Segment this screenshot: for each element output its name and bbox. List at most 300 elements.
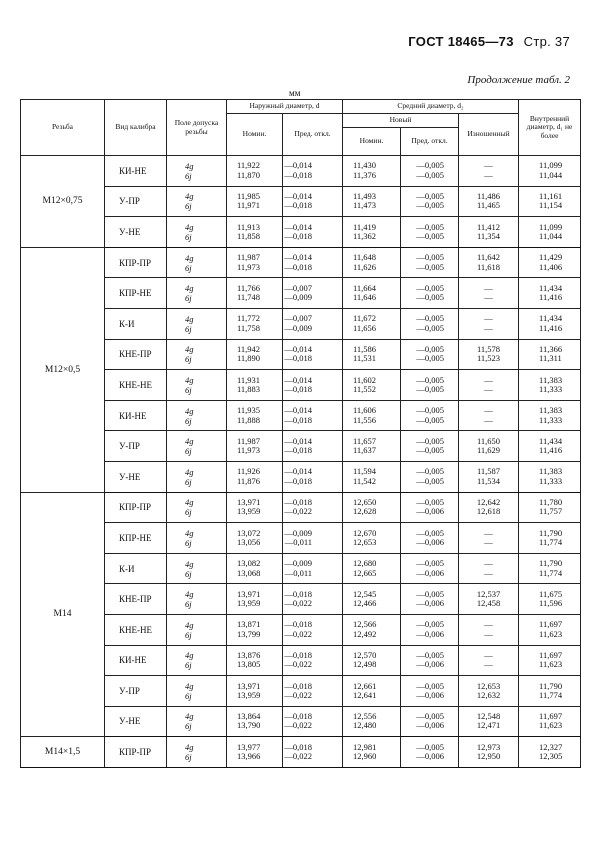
inner-diameter-max-value: 11,434: [539, 282, 563, 293]
outer-diameter-deviation-value: —0,018: [284, 383, 312, 394]
pitch-diameter-deviation-value: —0,005: [416, 221, 444, 232]
inner-diameter-max-value: 11,333: [539, 383, 563, 394]
table-row: [21, 614, 581, 645]
pitch-diameter-deviation-value: —0,006: [416, 659, 444, 670]
pitch-diameter-worn: [459, 645, 519, 676]
outer-diameter-nominal-value: 11,758: [237, 322, 261, 333]
table-body: [21, 156, 581, 768]
pitch-diameter-deviation-value: —0,005: [416, 191, 444, 202]
pitch-diameter-worn-value: —: [484, 536, 493, 547]
pitch-diameter-nominal: [343, 676, 401, 707]
outer-diameter-deviation: [283, 553, 343, 584]
outer-diameter-deviation-value: —0,014: [284, 374, 312, 385]
col-pitch-dev: Пред. откл.: [401, 128, 459, 156]
inner-diameter-max: [519, 400, 581, 431]
pitch-diameter-worn: [459, 737, 519, 768]
pitch-diameter-deviation-value: —0,005: [416, 527, 444, 538]
pitch-diameter-deviation-value: —0,005: [416, 405, 444, 416]
outer-diameter-deviation: [283, 584, 343, 615]
pitch-diameter-worn: [459, 400, 519, 431]
inner-diameter-max-value: 11,596: [539, 598, 563, 609]
table-row: [21, 523, 581, 554]
pitch-diameter-nominal: [343, 431, 401, 462]
pitch-diameter-deviation: [401, 706, 459, 737]
tolerance-field-value: 4g: [185, 191, 194, 202]
pitch-diameter-worn-value: —: [484, 558, 493, 569]
outer-diameter-deviation-value: —0,007: [284, 282, 312, 293]
pitch-diameter-worn-value: 12,618: [476, 506, 501, 517]
inner-diameter-max-value: 11,383: [539, 374, 563, 385]
thread-designation: M12×0,75: [21, 156, 105, 248]
table-row: [21, 339, 581, 370]
inner-diameter-max: [519, 706, 581, 737]
inner-diameter-max-value: 11,406: [539, 261, 563, 272]
outer-diameter-nominal: [227, 461, 283, 492]
gauge-type: У-ПР: [105, 431, 167, 462]
inner-diameter-max: [519, 431, 581, 462]
pitch-diameter-worn-value: 12,950: [476, 751, 501, 762]
table-row: [21, 492, 581, 523]
pitch-diameter-deviation-value: —0,005: [416, 383, 444, 394]
col-inner-diameter: Внутренний диаметр, d₁ не более: [519, 100, 581, 156]
pitch-diameter-worn-value: —: [484, 292, 493, 303]
pitch-diameter-worn-value: 12,537: [476, 588, 501, 599]
pitch-diameter-deviation: [401, 247, 459, 278]
table-row: [21, 370, 581, 401]
gauge-type: У-ПР: [105, 186, 167, 217]
outer-diameter-nominal-value: 11,942: [237, 344, 261, 355]
pitch-diameter-nominal-value: 11,594: [353, 466, 377, 477]
outer-diameter-nominal: [227, 614, 283, 645]
tolerance-field-value: 4g: [185, 650, 194, 661]
tolerance-field-value: 4g: [185, 313, 194, 324]
tolerance-field-value: 4g: [185, 742, 194, 753]
tolerance-field-value: 4g: [185, 527, 194, 538]
outer-diameter-nominal-value: 11,922: [237, 160, 261, 171]
pitch-diameter-worn-value: 12,548: [476, 711, 501, 722]
col-outer-dev: Пред. откл.: [283, 114, 343, 156]
pitch-diameter-nominal-value: 11,656: [353, 322, 377, 333]
pitch-diameter-nominal-value: 11,606: [353, 405, 377, 416]
pitch-diameter-worn-value: —: [484, 322, 493, 333]
inner-diameter-max-value: 12,305: [539, 751, 563, 762]
pitch-diameter-nominal-value: 12,661: [353, 680, 377, 691]
pitch-diameter-worn-value: 11,642: [476, 252, 501, 263]
outer-diameter-nominal-value: 11,883: [237, 383, 261, 394]
pitch-diameter-deviation-value: —0,005: [416, 475, 444, 486]
tolerance-field-value: 6j: [185, 660, 192, 671]
pitch-diameter-deviation-value: —0,005: [416, 445, 444, 456]
pitch-diameter-worn: [459, 308, 519, 339]
tolerance-field: [167, 676, 227, 707]
outer-diameter-nominal-value: 13,082: [237, 558, 261, 569]
tolerance-field-value: 4g: [185, 466, 194, 477]
pitch-diameter-nominal-value: 12,981: [353, 741, 377, 752]
outer-diameter-nominal-value: 11,987: [237, 252, 261, 263]
inner-diameter-max: [519, 308, 581, 339]
pitch-diameter-nominal-value: 11,493: [353, 191, 377, 202]
pitch-diameter-deviation: [401, 737, 459, 768]
gauge-type: У-НЕ: [105, 461, 167, 492]
outer-diameter-nominal-value: 13,876: [237, 649, 261, 660]
outer-diameter-nominal-value: 11,931: [237, 374, 261, 385]
pitch-diameter-deviation: [401, 676, 459, 707]
inner-diameter-max-value: 11,333: [539, 475, 563, 486]
pitch-diameter-nominal-value: 11,646: [353, 292, 377, 303]
pitch-diameter-worn-value: 11,534: [476, 475, 501, 486]
pitch-diameter-deviation-value: —0,006: [416, 536, 444, 547]
pitch-diameter-nominal: [343, 217, 401, 248]
tolerance-field: [167, 584, 227, 615]
tolerance-field-value: 6j: [185, 293, 192, 304]
inner-diameter-max-value: 11,790: [539, 558, 563, 569]
gauge-type: КПР-ПР: [105, 247, 167, 278]
pitch-diameter-nominal-value: 12,641: [353, 689, 377, 700]
inner-diameter-max-value: 11,774: [539, 536, 563, 547]
tolerance-field: [167, 400, 227, 431]
outer-diameter-nominal-value: 13,971: [237, 496, 261, 507]
table-row: [21, 553, 581, 584]
outer-diameter-nominal-value: 13,971: [237, 680, 261, 691]
pitch-diameter-worn-value: —: [484, 383, 493, 394]
tolerance-field-value: 6j: [185, 690, 192, 701]
outer-diameter-nominal-value: 11,888: [237, 414, 261, 425]
tolerance-field: [167, 737, 227, 768]
outer-diameter-deviation-value: —0,014: [284, 221, 312, 232]
pitch-diameter-deviation: [401, 339, 459, 370]
pitch-diameter-deviation-value: —0,006: [416, 689, 444, 700]
tolerance-field-value: 6j: [185, 599, 192, 610]
pitch-diameter-nominal-value: 12,556: [353, 711, 377, 722]
gauge-type: КИ-НЕ: [105, 400, 167, 431]
outer-diameter-deviation-value: —0,022: [284, 659, 312, 670]
outer-diameter-deviation-value: —0,018: [284, 353, 312, 364]
inner-diameter-max: [519, 156, 581, 187]
outer-diameter-nominal-value: 11,858: [237, 230, 261, 241]
outer-diameter-nominal: [227, 400, 283, 431]
pitch-diameter-worn-value: 11,412: [476, 221, 501, 232]
inner-diameter-max-value: 11,044: [539, 230, 563, 241]
outer-diameter-deviation-value: —0,018: [284, 414, 312, 425]
inner-diameter-max-value: 11,623: [539, 659, 563, 670]
gauge-type: КНЕ-ПР: [105, 584, 167, 615]
pitch-diameter-nominal-value: 11,419: [353, 221, 377, 232]
pitch-diameter-nominal-value: 12,680: [353, 558, 377, 569]
outer-diameter-deviation-value: —0,014: [284, 191, 312, 202]
outer-diameter-deviation: [283, 156, 343, 187]
pitch-diameter-worn-value: —: [484, 313, 493, 324]
pitch-diameter-nominal-value: 12,492: [353, 628, 377, 639]
outer-diameter-deviation: [283, 492, 343, 523]
outer-diameter-deviation: [283, 523, 343, 554]
pitch-diameter-deviation-value: —0,005: [416, 374, 444, 385]
table-row: [21, 247, 581, 278]
pitch-diameter-worn: [459, 706, 519, 737]
outer-diameter-nominal-value: 11,973: [237, 261, 261, 272]
tolerance-field-value: 4g: [185, 283, 194, 294]
outer-diameter-nominal-value: 11,935: [237, 405, 261, 416]
tolerance-field-value: 6j: [185, 231, 192, 242]
pitch-diameter-nominal: [343, 370, 401, 401]
outer-diameter-deviation-value: —0,018: [284, 711, 312, 722]
col-gauge-type: Вид калибра: [105, 100, 167, 156]
outer-diameter-deviation-value: —0,014: [284, 405, 312, 416]
pitch-diameter-deviation: [401, 645, 459, 676]
outer-diameter-nominal-value: 11,985: [237, 191, 261, 202]
pitch-diameter-worn-value: 11,587: [476, 466, 501, 477]
outer-diameter-nominal: [227, 645, 283, 676]
tolerance-field-value: 6j: [185, 384, 192, 395]
tolerance-field-value: 4g: [185, 589, 194, 600]
tolerance-field-value: 4g: [185, 405, 194, 416]
outer-diameter-nominal-value: 13,805: [237, 659, 261, 670]
outer-diameter-deviation: [283, 247, 343, 278]
outer-diameter-deviation-value: —0,018: [284, 200, 312, 211]
pitch-diameter-nominal-value: 11,664: [353, 282, 377, 293]
inner-diameter-max: [519, 370, 581, 401]
outer-diameter-nominal: [227, 156, 283, 187]
pitch-diameter-nominal: [343, 308, 401, 339]
tolerance-field-value: 4g: [185, 160, 194, 171]
tolerance-field: [167, 156, 227, 187]
pitch-diameter-nominal: [343, 461, 401, 492]
inner-diameter-max: [519, 186, 581, 217]
pitch-diameter-nominal-value: 11,648: [353, 252, 377, 263]
gauge-type: КПР-НЕ: [105, 523, 167, 554]
table-row: [21, 400, 581, 431]
pitch-diameter-deviation: [401, 492, 459, 523]
gauge-type: У-НЕ: [105, 706, 167, 737]
outer-diameter-nominal: [227, 584, 283, 615]
pitch-diameter-worn-value: 11,578: [476, 344, 501, 355]
outer-diameter-nominal-value: 11,766: [237, 282, 261, 293]
outer-diameter-nominal-value: 13,977: [237, 741, 261, 752]
outer-diameter-deviation: [283, 400, 343, 431]
outer-diameter-deviation-value: —0,018: [284, 649, 312, 660]
inner-diameter-max-value: 11,623: [539, 628, 563, 639]
outer-diameter-nominal-value: 13,871: [237, 619, 261, 630]
pitch-diameter-deviation-value: —0,006: [416, 598, 444, 609]
pitch-diameter-worn: [459, 553, 519, 584]
gauge-type: К-И: [105, 308, 167, 339]
pitch-diameter-worn: [459, 156, 519, 187]
tolerance-field-value: 6j: [185, 507, 192, 518]
pitch-diameter-nominal-value: 12,628: [353, 506, 377, 517]
inner-diameter-max: [519, 614, 581, 645]
tolerance-field: [167, 553, 227, 584]
pitch-diameter-deviation-value: —0,005: [416, 680, 444, 691]
outer-diameter-deviation: [283, 706, 343, 737]
tolerance-field-value: 6j: [185, 354, 192, 365]
inner-diameter-max: [519, 217, 581, 248]
outer-diameter-nominal-value: 11,748: [237, 292, 261, 303]
pitch-diameter-worn: [459, 584, 519, 615]
outer-diameter-deviation-value: —0,014: [284, 252, 312, 263]
pitch-diameter-deviation-value: —0,006: [416, 751, 444, 762]
tolerance-field-value: 4g: [185, 619, 194, 630]
tolerance-field-value: 6j: [185, 262, 192, 273]
pitch-diameter-deviation-value: —0,005: [416, 230, 444, 241]
pitch-diameter-deviation-value: —0,006: [416, 720, 444, 731]
outer-diameter-nominal-value: 11,772: [237, 313, 261, 324]
tolerance-field: [167, 492, 227, 523]
pitch-diameter-nominal-value: 11,672: [353, 313, 377, 324]
pitch-diameter-nominal-value: 11,552: [353, 383, 377, 394]
pitch-diameter-nominal-value: 11,657: [353, 435, 377, 446]
gauge-type: КПР-НЕ: [105, 278, 167, 309]
outer-diameter-deviation-value: —0,022: [284, 751, 312, 762]
gauge-type: КНЕ-ПР: [105, 339, 167, 370]
tolerance-field-value: 6j: [185, 629, 192, 640]
pitch-diameter-nominal: [343, 737, 401, 768]
inner-diameter-max: [519, 737, 581, 768]
table-row: [21, 645, 581, 676]
pitch-diameter-deviation-value: —0,005: [416, 252, 444, 263]
inner-diameter-max-value: 11,311: [539, 353, 562, 364]
pitch-diameter-nominal-value: 11,586: [353, 344, 377, 355]
outer-diameter-nominal-value: 11,876: [237, 475, 261, 486]
tolerance-field-value: 4g: [185, 436, 194, 447]
outer-diameter-nominal-value: 13,966: [237, 751, 261, 762]
inner-diameter-max-value: 11,099: [539, 160, 563, 171]
col-tolerance-field: Поле допуска резьбы: [167, 100, 227, 156]
pitch-diameter-nominal-value: 12,960: [353, 751, 377, 762]
pitch-diameter-worn-value: —: [484, 619, 493, 630]
pitch-diameter-nominal-value: 11,376: [353, 169, 377, 180]
gauge-type: КПР-ПР: [105, 492, 167, 523]
pitch-diameter-deviation-value: —0,005: [416, 313, 444, 324]
outer-diameter-nominal-value: 11,926: [237, 466, 261, 477]
outer-diameter-nominal: [227, 431, 283, 462]
thread-designation: M12×0,5: [21, 247, 105, 492]
outer-diameter-deviation: [283, 645, 343, 676]
pitch-diameter-nominal-value: 11,473: [353, 200, 377, 211]
pitch-diameter-deviation: [401, 584, 459, 615]
pitch-diameter-nominal-value: 11,542: [353, 475, 377, 486]
pitch-diameter-worn: [459, 217, 519, 248]
pitch-diameter-nominal: [343, 247, 401, 278]
outer-diameter-deviation: [283, 370, 343, 401]
outer-diameter-deviation-value: —0,022: [284, 720, 312, 731]
pitch-diameter-deviation-value: —0,005: [416, 558, 444, 569]
table-continuation-note: Продолжение табл. 2: [467, 74, 570, 86]
tolerance-field-value: 6j: [185, 721, 192, 732]
pitch-diameter-deviation: [401, 523, 459, 554]
outer-diameter-deviation-value: —0,014: [284, 344, 312, 355]
inner-diameter-max-value: 11,366: [539, 344, 563, 355]
pitch-diameter-deviation: [401, 431, 459, 462]
inner-diameter-max-value: 11,697: [539, 711, 563, 722]
tolerance-field-value: 4g: [185, 252, 194, 263]
pitch-diameter-deviation-value: —0,005: [416, 261, 444, 272]
inner-diameter-max-value: 11,757: [539, 506, 563, 517]
tolerance-field-value: 4g: [185, 221, 194, 232]
pitch-diameter-nominal-value: 11,602: [353, 374, 377, 385]
pitch-diameter-nominal: [343, 614, 401, 645]
tolerance-field-value: 6j: [185, 752, 192, 763]
inner-diameter-max-value: 11,429: [539, 252, 563, 263]
tolerance-field-value: 4g: [185, 344, 194, 355]
outer-diameter-nominal-value: 13,959: [237, 598, 261, 609]
page-header: [408, 34, 570, 49]
inner-diameter-max-value: 11,675: [539, 588, 563, 599]
pitch-diameter-worn: [459, 370, 519, 401]
inner-diameter-max: [519, 247, 581, 278]
inner-diameter-max-value: 11,774: [539, 567, 563, 578]
tolerance-field: [167, 186, 227, 217]
pitch-diameter-nominal-value: 12,466: [353, 598, 377, 609]
pitch-diameter-worn-value: 11,629: [476, 445, 501, 456]
outer-diameter-nominal-value: 13,864: [237, 711, 261, 722]
inner-diameter-max: [519, 523, 581, 554]
inner-diameter-max: [519, 553, 581, 584]
gauge-type: КИ-НЕ: [105, 645, 167, 676]
pitch-diameter-nominal: [343, 492, 401, 523]
outer-diameter-deviation-value: —0,018: [284, 680, 312, 691]
outer-diameter-nominal-value: 13,971: [237, 588, 261, 599]
pitch-diameter-nominal-value: 12,650: [353, 496, 377, 507]
outer-diameter-nominal: [227, 737, 283, 768]
outer-diameter-nominal: [227, 217, 283, 248]
table-row: [21, 156, 581, 187]
tolerance-field-value: 6j: [185, 170, 192, 181]
pitch-diameter-deviation-value: —0,006: [416, 628, 444, 639]
tolerance-field: [167, 645, 227, 676]
pitch-diameter-worn-value: —: [484, 527, 493, 538]
pitch-diameter-deviation-value: —0,005: [416, 496, 444, 507]
inner-diameter-max-value: 11,383: [539, 466, 563, 477]
pitch-diameter-worn-value: 11,486: [476, 191, 501, 202]
pitch-diameter-nominal-value: 11,531: [353, 353, 377, 364]
pitch-diameter-worn-value: 11,650: [476, 435, 501, 446]
col-thread: Резьба: [21, 100, 105, 156]
outer-diameter-nominal: [227, 676, 283, 707]
col-outer-diameter: Наружный диаметр, d: [227, 100, 343, 114]
inner-diameter-max-value: 12,327: [539, 741, 563, 752]
units-label: мм: [289, 88, 301, 98]
pitch-diameter-deviation: [401, 308, 459, 339]
outer-diameter-nominal: [227, 186, 283, 217]
outer-diameter-nominal-value: 13,072: [237, 527, 261, 538]
pitch-diameter-worn-value: 12,471: [476, 720, 501, 731]
table-row: [21, 584, 581, 615]
pitch-diameter-nominal: [343, 584, 401, 615]
inner-diameter-max-value: 11,333: [539, 414, 563, 425]
pitch-diameter-worn-value: 12,642: [476, 496, 501, 507]
pitch-diameter-worn-value: 11,354: [476, 230, 501, 241]
inner-diameter-max-value: 11,416: [539, 292, 563, 303]
pitch-diameter-nominal-value: 11,430: [353, 160, 377, 171]
pitch-diameter-deviation: [401, 400, 459, 431]
inner-diameter-max-value: 11,623: [539, 720, 563, 731]
outer-diameter-deviation-value: —0,018: [284, 588, 312, 599]
pitch-diameter-worn: [459, 523, 519, 554]
outer-diameter-deviation: [283, 431, 343, 462]
outer-diameter-deviation: [283, 737, 343, 768]
tolerance-field-value: 6j: [185, 446, 192, 457]
outer-diameter-deviation: [283, 614, 343, 645]
pitch-diameter-nominal: [343, 706, 401, 737]
tolerance-field-value: 4g: [185, 711, 194, 722]
outer-diameter-nominal-value: 11,913: [237, 221, 261, 232]
pitch-diameter-nominal-value: 12,498: [353, 659, 377, 670]
pitch-diameter-worn: [459, 186, 519, 217]
inner-diameter-max: [519, 278, 581, 309]
pitch-diameter-deviation-value: —0,005: [416, 200, 444, 211]
pitch-diameter-deviation-value: —0,005: [416, 353, 444, 364]
pitch-diameter-worn-value: —: [484, 628, 493, 639]
gauge-type: КНЕ-НЕ: [105, 370, 167, 401]
